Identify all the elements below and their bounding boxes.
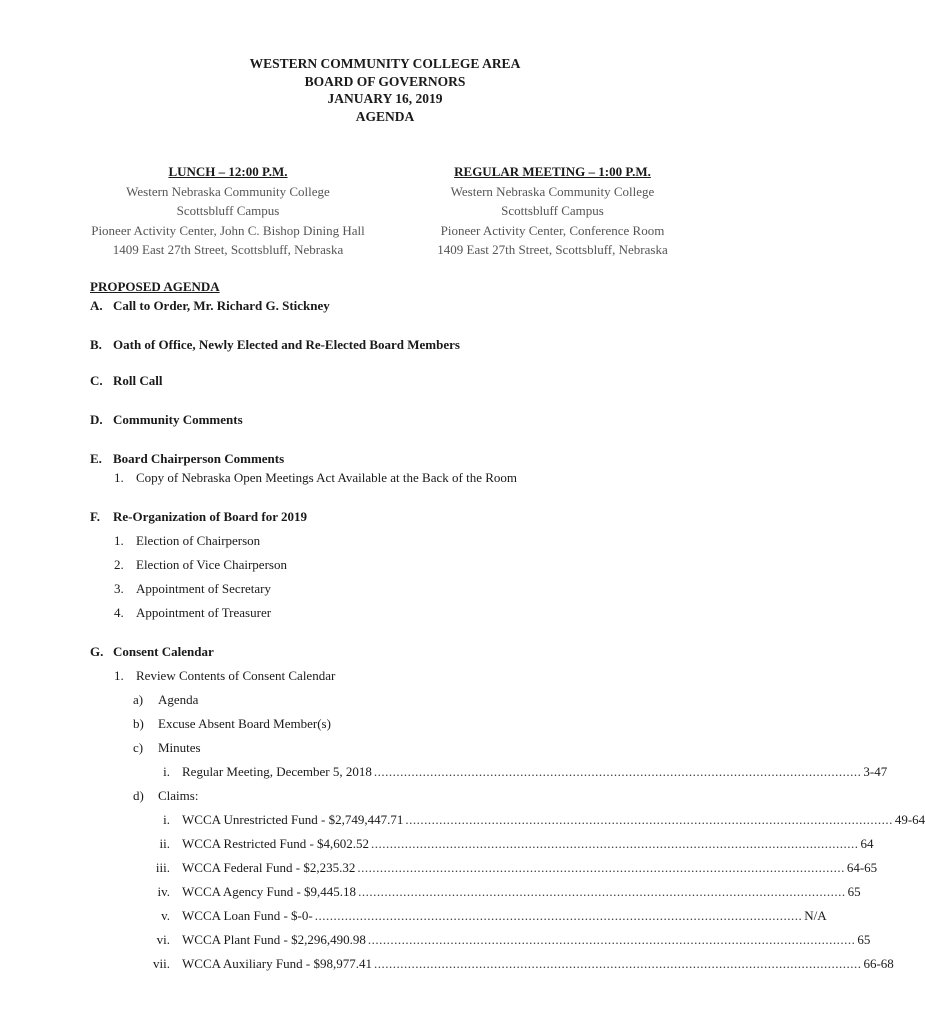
agenda-title: PROPOSED AGENDA (90, 279, 220, 294)
entry-label: WCCA Plant Fund - $2,296,490.98 (182, 932, 366, 947)
section-letter: D. (90, 412, 103, 427)
document-header (0, 55, 770, 125)
roman-numeral: i. (163, 764, 170, 779)
section-title: Re-Organization of Board for 2019 (113, 509, 308, 524)
item-number: 2. (114, 557, 124, 572)
meeting-block (420, 162, 685, 260)
meeting-campus: Scottsbluff Campus (501, 203, 604, 218)
roman-numeral: iv. (157, 884, 170, 899)
section-title: Community Comments (113, 412, 243, 427)
roman-numeral: iii. (155, 860, 170, 875)
dot-leader: .................................................................................................................................. (358, 884, 846, 899)
dot-leader: .................................................................................................................................. (373, 956, 862, 971)
dot-leader: .................................................................................................................................. (371, 836, 859, 851)
page-ref: 49-64 (894, 812, 925, 827)
meeting-college: Western Nebraska Community College (450, 183, 655, 199)
sub-letter: c) (133, 740, 144, 755)
dot-leader: .................................................................................................................................. (405, 812, 893, 827)
meeting-title: REGULAR MEETING – 1:00 P.M. (454, 164, 651, 179)
roman-numeral: vii. (153, 956, 170, 971)
section-title: Roll Call (113, 373, 163, 388)
sub-letter: a) (133, 692, 144, 707)
page-ref: 65 (847, 884, 861, 899)
page-ref: 3-47 (863, 764, 888, 779)
sub-text: Minutes (158, 740, 201, 755)
roman-numeral: ii. (159, 836, 170, 851)
item-text: Election of Chairperson (136, 533, 261, 548)
entry-label: WCCA Agency Fund - $9,445.18 (182, 884, 357, 899)
dot-leader: .................................................................................................................................. (367, 932, 856, 947)
section-letter: F. (90, 509, 100, 524)
entry-label: WCCA Loan Fund - $-0- (182, 908, 313, 923)
page-ref: 65 (857, 932, 871, 947)
meeting-address: 1409 East 27th Street, Scottsbluff, Nebraska (437, 242, 668, 257)
item-text: Appointment of Treasurer (136, 605, 272, 620)
item-number: 1. (114, 470, 124, 485)
section-letter: C. (90, 373, 103, 388)
lunch-block (78, 162, 378, 260)
page-ref: 64-65 (846, 860, 878, 875)
dot-leader: .................................................................................................................................. (357, 860, 845, 875)
sub-text: Claims: (158, 788, 199, 803)
lunch-campus: Scottsbluff Campus (176, 203, 280, 218)
page-ref: 66-68 (863, 956, 894, 971)
page-ref: 64 (860, 836, 874, 851)
lunch-address: 1409 East 27th Street, Scottsbluff, Nebraska (112, 242, 344, 257)
entry-label: WCCA Restricted Fund - $4,602.52 (182, 836, 370, 851)
section-letter: G. (90, 644, 104, 659)
item-text: Appointment of Secretary (136, 581, 272, 596)
header-college-area: WESTERN COMMUNITY COLLEGE AREA (249, 56, 521, 71)
item-number: 1. (114, 668, 124, 683)
meeting-venue: Pioneer Activity Center, Conference Room (440, 222, 665, 238)
item-number: 1. (114, 533, 124, 548)
item-text: Election of Vice Chairperson (136, 557, 287, 572)
section-title: Oath of Office, Newly Elected and Re-Elected Board Members (113, 337, 460, 352)
item-text: Review Contents of Consent Calendar (136, 668, 336, 683)
section-letter: B. (90, 337, 102, 352)
section-letter: E. (90, 451, 102, 466)
lunch-college: Western Nebraska Community College (126, 183, 330, 199)
lunch-title: LUNCH – 12:00 P.M. (168, 164, 288, 179)
dot-leader: .................................................................................................................................. (373, 764, 862, 779)
section-title: Call to Order, Mr. Richard G. Stickney (113, 298, 330, 313)
item-number: 3. (114, 581, 124, 596)
sub-text: Excuse Absent Board Member(s) (158, 716, 331, 731)
sub-text: Agenda (158, 692, 199, 707)
page-ref: N/A (804, 908, 827, 923)
section-title: Board Chairperson Comments (113, 451, 285, 466)
header-board: BOARD OF GOVERNORS (304, 73, 466, 89)
entry-label: Regular Meeting, December 5, 2018 (182, 764, 372, 779)
section-letter: A. (90, 298, 103, 313)
sub-letter: b) (133, 716, 144, 731)
dot-leader: .................................................................................................................................. (314, 908, 803, 923)
sub-letter: d) (133, 788, 144, 803)
header-date: JANUARY 16, 2019 (327, 91, 443, 106)
item-text: Copy of Nebraska Open Meetings Act Available at the Back of the Room (136, 470, 517, 485)
roman-numeral: v. (161, 908, 170, 923)
entry-label: WCCA Unrestricted Fund - $2,749,447.71 (182, 812, 404, 827)
entry-label: WCCA Federal Fund - $2,235.32 (182, 860, 356, 875)
roman-numeral: i. (163, 812, 170, 827)
header-agenda: AGENDA (355, 108, 415, 124)
entry-label: WCCA Auxiliary Fund - $98,977.41 (182, 956, 372, 971)
lunch-venue: Pioneer Activity Center, John C. Bishop Dining Hall (91, 222, 365, 238)
item-number: 4. (114, 605, 124, 620)
roman-numeral: vi. (156, 932, 170, 947)
section-title: Consent Calendar (113, 644, 214, 659)
